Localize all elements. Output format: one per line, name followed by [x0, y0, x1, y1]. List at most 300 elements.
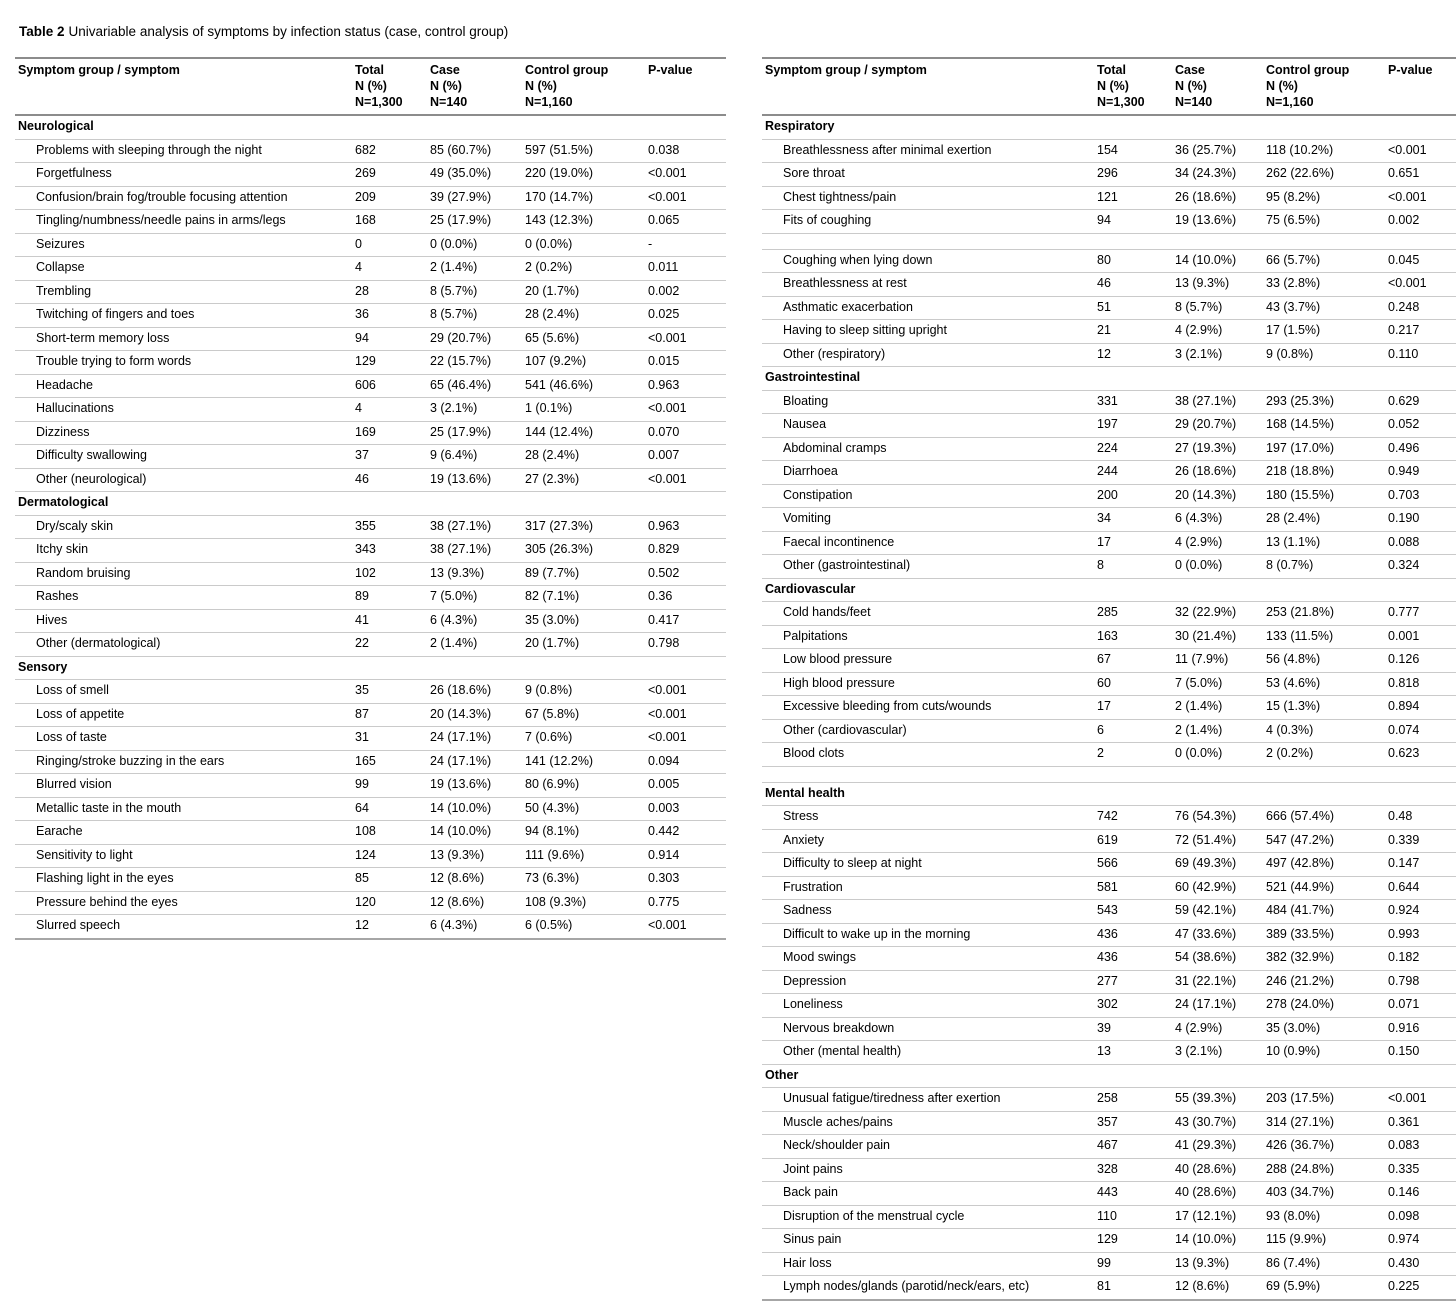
control-group-cell: 75 (6.5%) [1266, 210, 1388, 234]
control-group-cell: 86 (7.4%) [1266, 1252, 1388, 1276]
section-header-row [762, 367, 1456, 391]
control-group-cell: 133 (11.5%) [1266, 625, 1388, 649]
control-group-cell: 73 (6.3%) [525, 868, 648, 892]
control-group-cell: 20 (1.7%) [525, 633, 648, 657]
section-name: Respiratory [762, 115, 1456, 139]
case-cell: 12 (8.6%) [430, 891, 525, 915]
symptom-name-cell: Trembling [15, 280, 355, 304]
symptom-row [762, 1158, 1456, 1182]
control-group-cell: 2 (0.2%) [1266, 743, 1388, 767]
section-header-row [15, 115, 726, 139]
total-cell: 99 [1097, 1252, 1175, 1276]
symptom-name-cell: High blood pressure [762, 672, 1097, 696]
case-cell: 55 (39.3%) [1175, 1088, 1266, 1112]
p-value-cell: 0.335 [1388, 1158, 1456, 1182]
p-value-cell: 0.011 [648, 257, 726, 281]
symptom-name-cell: Tingling/numbness/needle pains in arms/legs [15, 210, 355, 234]
control-group-cell: 168 (14.5%) [1266, 414, 1388, 438]
p-value-cell: 0.182 [1388, 947, 1456, 971]
total-cell: 120 [355, 891, 430, 915]
symptom-row [762, 1111, 1456, 1135]
control-group-cell: 80 (6.9%) [525, 774, 648, 798]
control-group-cell: 8 (0.7%) [1266, 555, 1388, 579]
case-cell: 30 (21.4%) [1175, 625, 1266, 649]
symptom-row [762, 900, 1456, 924]
symptom-name-cell: Joint pains [762, 1158, 1097, 1182]
case-cell: 25 (17.9%) [430, 210, 525, 234]
symptom-name-cell: Nausea [762, 414, 1097, 438]
symptom-name-cell: Rashes [15, 586, 355, 610]
case-cell: 0 (0.0%) [1175, 555, 1266, 579]
case-cell: 14 (10.0%) [1175, 249, 1266, 273]
total-cell: 129 [355, 351, 430, 375]
p-value-cell: <0.001 [648, 468, 726, 492]
case-cell: 72 (51.4%) [1175, 829, 1266, 853]
control-group-cell: 43 (3.7%) [1266, 296, 1388, 320]
total-cell: 0 [355, 233, 430, 257]
p-value-cell: 0.002 [1388, 210, 1456, 234]
total-cell: 4 [355, 257, 430, 281]
symptom-row [762, 484, 1456, 508]
symptom-name-cell: Sadness [762, 900, 1097, 924]
section-header-row [15, 656, 726, 680]
symptom-row [15, 186, 726, 210]
total-cell: 37 [355, 445, 430, 469]
p-value-cell: 0.217 [1388, 320, 1456, 344]
p-value-cell: 0.110 [1388, 343, 1456, 367]
col-header-control-group: Control group N (%) N=1,160 [1266, 58, 1388, 115]
symptom-row [15, 210, 726, 234]
control-group-cell: 666 (57.4%) [1266, 806, 1388, 830]
p-value-cell: 0.094 [648, 750, 726, 774]
symptom-row [762, 672, 1456, 696]
case-cell: 34 (24.3%) [1175, 163, 1266, 187]
control-group-cell: 143 (12.3%) [525, 210, 648, 234]
case-cell: 27 (19.3%) [1175, 437, 1266, 461]
case-cell: 69 (49.3%) [1175, 853, 1266, 877]
p-value-cell: 0.651 [1388, 163, 1456, 187]
symptom-row [762, 1229, 1456, 1253]
total-cell: 357 [1097, 1111, 1175, 1135]
symptom-row [762, 947, 1456, 971]
total-cell: 566 [1097, 853, 1175, 877]
total-cell: 35 [355, 680, 430, 704]
p-value-cell: 0.007 [648, 445, 726, 469]
spacer-row [762, 233, 1456, 249]
control-group-cell: 67 (5.8%) [525, 703, 648, 727]
control-group-cell: 426 (36.7%) [1266, 1135, 1388, 1159]
control-group-cell: 170 (14.7%) [525, 186, 648, 210]
control-group-cell: 541 (46.6%) [525, 374, 648, 398]
p-value-cell: <0.001 [648, 727, 726, 751]
symptom-name-cell: Fits of coughing [762, 210, 1097, 234]
p-value-cell: 0.005 [648, 774, 726, 798]
p-value-cell: 0.339 [1388, 829, 1456, 853]
p-value-cell: 0.949 [1388, 461, 1456, 485]
p-value-cell: 0.070 [648, 421, 726, 445]
symptom-name-cell: Breathlessness at rest [762, 273, 1097, 297]
p-value-cell: 0.798 [648, 633, 726, 657]
control-group-cell: 317 (27.3%) [525, 515, 648, 539]
symptom-name-cell: Bloating [762, 390, 1097, 414]
symptom-name-cell: Cold hands/feet [762, 602, 1097, 626]
control-group-cell: 305 (26.3%) [525, 539, 648, 563]
total-cell: 46 [355, 468, 430, 492]
symptom-row [15, 257, 726, 281]
total-cell: 328 [1097, 1158, 1175, 1182]
symptom-name-cell: Flashing light in the eyes [15, 868, 355, 892]
symptom-row [762, 829, 1456, 853]
col-header-symptom: Symptom group / symptom [762, 58, 1097, 115]
case-cell: 41 (29.3%) [1175, 1135, 1266, 1159]
total-cell: 606 [355, 374, 430, 398]
symptom-row [762, 390, 1456, 414]
symptom-row [762, 531, 1456, 555]
case-cell: 29 (20.7%) [1175, 414, 1266, 438]
symptom-name-cell: Unusual fatigue/tiredness after exertion [762, 1088, 1097, 1112]
case-cell: 32 (22.9%) [1175, 602, 1266, 626]
p-value-cell: 0.126 [1388, 649, 1456, 673]
total-cell: 94 [1097, 210, 1175, 234]
total-cell: 269 [355, 163, 430, 187]
total-cell: 224 [1097, 437, 1175, 461]
p-value-cell: 0.083 [1388, 1135, 1456, 1159]
case-cell: 24 (17.1%) [1175, 994, 1266, 1018]
total-cell: 436 [1097, 923, 1175, 947]
total-cell: 197 [1097, 414, 1175, 438]
total-cell: 28 [355, 280, 430, 304]
symptom-row [762, 139, 1456, 163]
total-cell: 41 [355, 609, 430, 633]
case-cell: 7 (5.0%) [1175, 672, 1266, 696]
case-cell: 4 (2.9%) [1175, 320, 1266, 344]
symptom-row [762, 437, 1456, 461]
p-value-cell: 0.963 [648, 515, 726, 539]
control-group-cell: 144 (12.4%) [525, 421, 648, 445]
control-group-cell: 111 (9.6%) [525, 844, 648, 868]
total-cell: 742 [1097, 806, 1175, 830]
control-group-cell: 1 (0.1%) [525, 398, 648, 422]
control-group-cell: 53 (4.6%) [1266, 672, 1388, 696]
symptom-name-cell: Sore throat [762, 163, 1097, 187]
control-group-cell: 94 (8.1%) [525, 821, 648, 845]
control-group-cell: 95 (8.2%) [1266, 186, 1388, 210]
col-header-case: Case N (%) N=140 [430, 58, 525, 115]
control-group-cell: 65 (5.6%) [525, 327, 648, 351]
p-value-cell: <0.001 [1388, 186, 1456, 210]
symptom-name-cell: Low blood pressure [762, 649, 1097, 673]
p-value-cell: 0.924 [1388, 900, 1456, 924]
symptom-row [762, 163, 1456, 187]
case-cell: 8 (5.7%) [430, 280, 525, 304]
control-group-cell: 56 (4.8%) [1266, 649, 1388, 673]
total-cell: 436 [1097, 947, 1175, 971]
control-group-cell: 288 (24.8%) [1266, 1158, 1388, 1182]
symptom-row [762, 1182, 1456, 1206]
symptom-row [15, 609, 726, 633]
case-cell: 3 (2.1%) [430, 398, 525, 422]
symptom-name-cell: Sinus pain [762, 1229, 1097, 1253]
symptom-row [762, 296, 1456, 320]
control-group-cell: 35 (3.0%) [1266, 1017, 1388, 1041]
p-value-cell: 0.963 [648, 374, 726, 398]
col-header-total: Total N (%) N=1,300 [355, 58, 430, 115]
symptom-row [762, 1276, 1456, 1300]
case-cell: 20 (14.3%) [430, 703, 525, 727]
symptom-row [15, 727, 726, 751]
symptom-name-cell: Anxiety [762, 829, 1097, 853]
symptom-name-cell: Difficult to wake up in the morning [762, 923, 1097, 947]
section-header-row [15, 492, 726, 516]
p-value-cell: <0.001 [648, 703, 726, 727]
total-cell: 12 [355, 915, 430, 939]
case-cell: 25 (17.9%) [430, 421, 525, 445]
p-value-cell: 0.777 [1388, 602, 1456, 626]
symptom-name-cell: Frustration [762, 876, 1097, 900]
control-group-cell: 69 (5.9%) [1266, 1276, 1388, 1300]
symptom-row [762, 273, 1456, 297]
control-group-cell: 262 (22.6%) [1266, 163, 1388, 187]
total-cell: 6 [1097, 719, 1175, 743]
total-cell: 285 [1097, 602, 1175, 626]
symptom-name-cell: Pressure behind the eyes [15, 891, 355, 915]
total-cell: 13 [1097, 1041, 1175, 1065]
case-cell: 14 (10.0%) [1175, 1229, 1266, 1253]
p-value-cell: 0.644 [1388, 876, 1456, 900]
p-value-cell: 0.001 [1388, 625, 1456, 649]
control-group-cell: 547 (47.2%) [1266, 829, 1388, 853]
case-cell: 3 (2.1%) [1175, 1041, 1266, 1065]
section-header-row [762, 578, 1456, 602]
case-cell: 36 (25.7%) [1175, 139, 1266, 163]
case-cell: 2 (1.4%) [430, 257, 525, 281]
p-value-cell: 0.993 [1388, 923, 1456, 947]
p-value-cell: <0.001 [1388, 139, 1456, 163]
control-group-cell: 118 (10.2%) [1266, 139, 1388, 163]
case-cell: 26 (18.6%) [430, 680, 525, 704]
symptom-name-cell: Neck/shoulder pain [762, 1135, 1097, 1159]
case-cell: 47 (33.6%) [1175, 923, 1266, 947]
control-group-cell: 82 (7.1%) [525, 586, 648, 610]
symptom-name-cell: Seizures [15, 233, 355, 257]
symptom-row [15, 539, 726, 563]
p-value-cell: 0.430 [1388, 1252, 1456, 1276]
symptom-row [762, 923, 1456, 947]
total-cell: 94 [355, 327, 430, 351]
p-value-cell: 0.496 [1388, 437, 1456, 461]
symptom-row [762, 696, 1456, 720]
symptom-name-cell: Lymph nodes/glands (parotid/neck/ears, etc) [762, 1276, 1097, 1300]
control-group-cell: 246 (21.2%) [1266, 970, 1388, 994]
p-value-cell: <0.001 [648, 915, 726, 939]
p-value-cell: 0.150 [1388, 1041, 1456, 1065]
control-group-cell: 497 (42.8%) [1266, 853, 1388, 877]
symptom-row [762, 1252, 1456, 1276]
control-group-cell: 9 (0.8%) [525, 680, 648, 704]
case-cell: 76 (54.3%) [1175, 806, 1266, 830]
symptom-row [15, 163, 726, 187]
total-cell: 124 [355, 844, 430, 868]
symptom-name-cell: Constipation [762, 484, 1097, 508]
case-cell: 17 (12.1%) [1175, 1205, 1266, 1229]
case-cell: 2 (1.4%) [430, 633, 525, 657]
case-cell: 9 (6.4%) [430, 445, 525, 469]
symptom-row [15, 351, 726, 375]
case-cell: 3 (2.1%) [1175, 343, 1266, 367]
symptom-row [762, 649, 1456, 673]
total-cell: 21 [1097, 320, 1175, 344]
symptom-row [15, 891, 726, 915]
p-value-cell: <0.001 [648, 186, 726, 210]
spacer-row [762, 766, 1456, 782]
control-group-cell: 115 (9.9%) [1266, 1229, 1388, 1253]
symptom-row [15, 233, 726, 257]
symptom-row [762, 1205, 1456, 1229]
case-cell: 22 (15.7%) [430, 351, 525, 375]
symptom-name-cell: Itchy skin [15, 539, 355, 563]
control-group-cell: 93 (8.0%) [1266, 1205, 1388, 1229]
total-cell: 12 [1097, 343, 1175, 367]
control-group-cell: 314 (27.1%) [1266, 1111, 1388, 1135]
total-cell: 168 [355, 210, 430, 234]
col-header-symptom: Symptom group / symptom [15, 58, 355, 115]
section-name: Neurological [15, 115, 726, 139]
total-cell: 110 [1097, 1205, 1175, 1229]
case-cell: 0 (0.0%) [1175, 743, 1266, 767]
control-group-cell: 180 (15.5%) [1266, 484, 1388, 508]
symptom-row [15, 515, 726, 539]
symptom-row [762, 806, 1456, 830]
case-cell: 11 (7.9%) [1175, 649, 1266, 673]
p-value-cell: 0.248 [1388, 296, 1456, 320]
symptom-name-cell: Other (dermatological) [15, 633, 355, 657]
symptom-name-cell: Dry/scaly skin [15, 515, 355, 539]
symptom-name-cell: Loneliness [762, 994, 1097, 1018]
symptom-row [15, 868, 726, 892]
p-value-cell: 0.015 [648, 351, 726, 375]
symptom-row [15, 280, 726, 304]
symptom-row [15, 139, 726, 163]
symptom-name-cell: Abdominal cramps [762, 437, 1097, 461]
case-cell: 12 (8.6%) [1175, 1276, 1266, 1300]
p-value-cell: <0.001 [648, 680, 726, 704]
case-cell: 19 (13.6%) [430, 468, 525, 492]
total-cell: 154 [1097, 139, 1175, 163]
symptom-name-cell: Trouble trying to form words [15, 351, 355, 375]
case-cell: 40 (28.6%) [1175, 1182, 1266, 1206]
symptom-name-cell: Nervous breakdown [762, 1017, 1097, 1041]
p-value-cell: 0.002 [648, 280, 726, 304]
p-value-cell: 0.146 [1388, 1182, 1456, 1206]
total-cell: 46 [1097, 273, 1175, 297]
total-cell: 36 [355, 304, 430, 328]
symptom-name-cell: Short-term memory loss [15, 327, 355, 351]
case-cell: 4 (2.9%) [1175, 1017, 1266, 1041]
section-name: Mental health [762, 782, 1456, 806]
symptom-name-cell: Dizziness [15, 421, 355, 445]
header-row [762, 58, 1456, 115]
p-value-cell: 0.916 [1388, 1017, 1456, 1041]
case-cell: 13 (9.3%) [430, 562, 525, 586]
p-value-cell: 0.045 [1388, 249, 1456, 273]
control-group-cell: 484 (41.7%) [1266, 900, 1388, 924]
control-group-cell: 20 (1.7%) [525, 280, 648, 304]
symptom-name-cell: Faecal incontinence [762, 531, 1097, 555]
control-group-cell: 141 (12.2%) [525, 750, 648, 774]
symptom-row [15, 774, 726, 798]
total-cell: 60 [1097, 672, 1175, 696]
total-cell: 355 [355, 515, 430, 539]
total-cell: 443 [1097, 1182, 1175, 1206]
symptom-name-cell: Blurred vision [15, 774, 355, 798]
case-cell: 43 (30.7%) [1175, 1111, 1266, 1135]
symptom-row [762, 625, 1456, 649]
total-cell: 331 [1097, 390, 1175, 414]
case-cell: 13 (9.3%) [1175, 1252, 1266, 1276]
symptoms-table-left [15, 57, 726, 940]
symptom-name-cell: Breathlessness after minimal exertion [762, 139, 1097, 163]
case-cell: 6 (4.3%) [430, 609, 525, 633]
symptom-row [15, 586, 726, 610]
symptom-row [15, 327, 726, 351]
case-cell: 24 (17.1%) [430, 750, 525, 774]
control-group-cell: 27 (2.3%) [525, 468, 648, 492]
case-cell: 12 (8.6%) [430, 868, 525, 892]
symptom-row [762, 1041, 1456, 1065]
total-cell: 80 [1097, 249, 1175, 273]
case-cell: 40 (28.6%) [1175, 1158, 1266, 1182]
section-name: Gastrointestinal [762, 367, 1456, 391]
control-group-cell: 9 (0.8%) [1266, 343, 1388, 367]
p-value-cell: 0.074 [1388, 719, 1456, 743]
case-cell: 65 (46.4%) [430, 374, 525, 398]
symptom-name-cell: Hair loss [762, 1252, 1097, 1276]
case-cell: 39 (27.9%) [430, 186, 525, 210]
total-cell: 108 [355, 821, 430, 845]
symptom-name-cell: Other (neurological) [15, 468, 355, 492]
symptom-name-cell: Mood swings [762, 947, 1097, 971]
symptom-row [15, 468, 726, 492]
spacer-cell [762, 766, 1456, 782]
case-cell: 59 (42.1%) [1175, 900, 1266, 924]
symptom-row [15, 703, 726, 727]
total-cell: 277 [1097, 970, 1175, 994]
total-cell: 121 [1097, 186, 1175, 210]
section-header-row [762, 1064, 1456, 1088]
total-cell: 200 [1097, 484, 1175, 508]
p-value-cell: 0.025 [648, 304, 726, 328]
symptom-name-cell: Earache [15, 821, 355, 845]
case-cell: 29 (20.7%) [430, 327, 525, 351]
total-cell: 89 [355, 586, 430, 610]
symptom-name-cell: Loss of smell [15, 680, 355, 704]
symptom-row [15, 750, 726, 774]
case-cell: 0 (0.0%) [430, 233, 525, 257]
p-value-cell: 0.48 [1388, 806, 1456, 830]
p-value-cell: 0.36 [648, 586, 726, 610]
case-cell: 2 (1.4%) [1175, 719, 1266, 743]
symptom-row [762, 343, 1456, 367]
total-cell: 619 [1097, 829, 1175, 853]
case-cell: 13 (9.3%) [1175, 273, 1266, 297]
case-cell: 2 (1.4%) [1175, 696, 1266, 720]
total-cell: 17 [1097, 531, 1175, 555]
header-row [15, 58, 726, 115]
total-cell: 87 [355, 703, 430, 727]
p-value-cell: 0.818 [1388, 672, 1456, 696]
symptom-row [15, 445, 726, 469]
symptom-row [15, 304, 726, 328]
